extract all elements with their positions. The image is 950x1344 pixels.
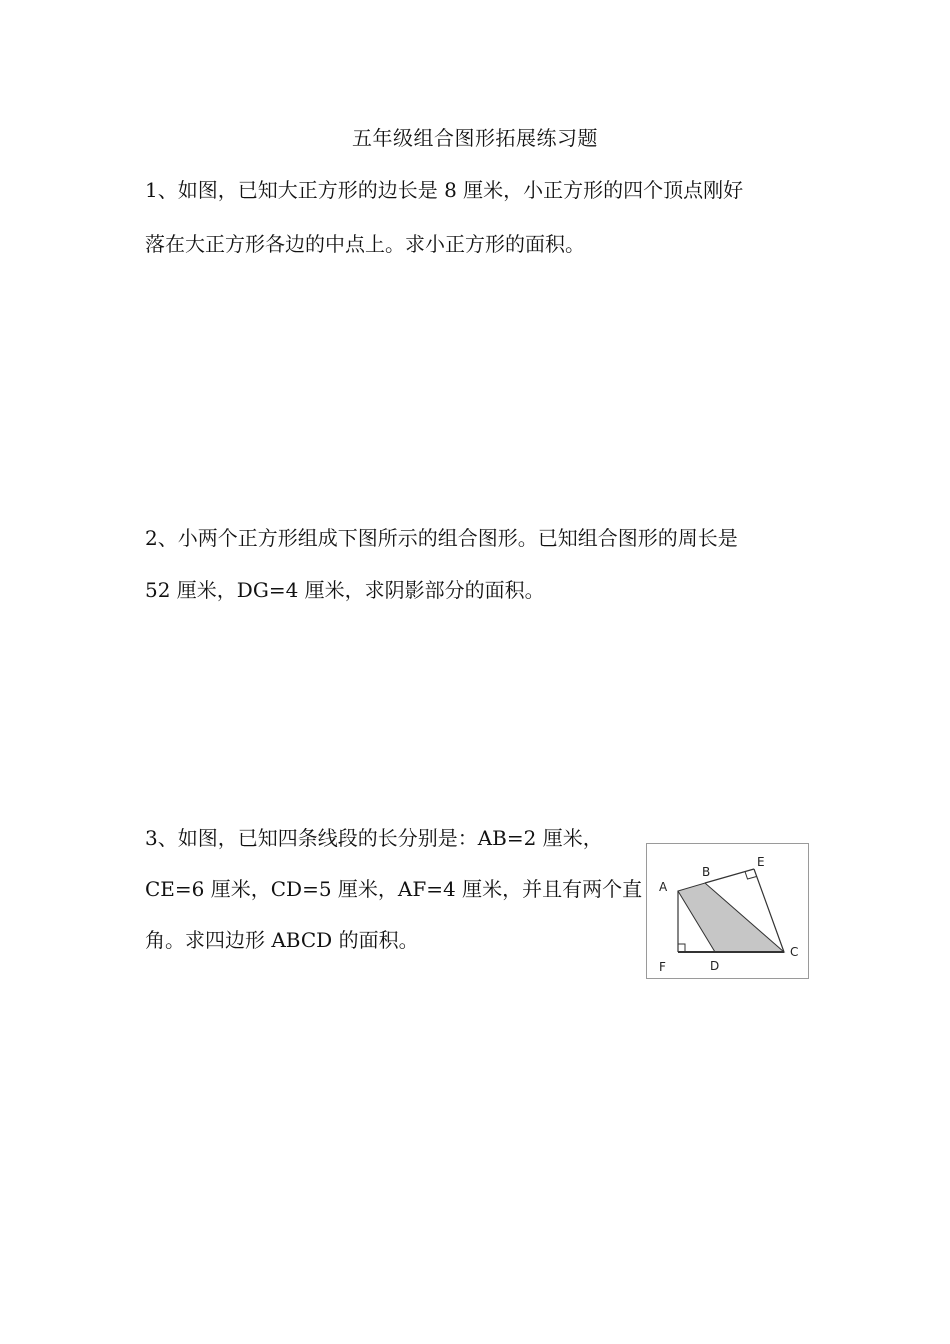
question-2-line-2: 52 厘米，DG=4 厘米，求阴影部分的面积。	[145, 578, 545, 602]
question-2-line-1: 2、小两个正方形组成下图所示的组合图形。已知组合图形的周长是	[145, 526, 738, 550]
label-a: A	[659, 880, 668, 894]
label-c: C	[790, 945, 799, 959]
question-1-line-2: 落在大正方形各边的中点上。求小正方形的面积。	[145, 232, 585, 256]
question-3-figure	[646, 843, 809, 979]
page-title: 五年级组合图形拓展练习题	[352, 126, 598, 150]
label-d: D	[710, 959, 720, 973]
label-e: E	[757, 855, 765, 869]
question-3-line-2: CE=6 厘米，CD=5 厘米，AF=4 厘米，并且有两个直	[145, 877, 643, 901]
right-angle-mark-f	[678, 944, 685, 952]
shaded-quadrilateral-abcd	[678, 883, 784, 952]
label-f: F	[659, 960, 666, 974]
label-b: B	[702, 865, 711, 879]
quadrilateral-diagram	[647, 844, 808, 978]
question-3-line-1: 3、如图，已知四条线段的长分别是：AB=2 厘米，	[145, 826, 603, 850]
question-3-line-3: 角。求四边形 ABCD 的面积。	[145, 928, 419, 952]
question-1-line-1: 1、如图，已知大正方形的边长是 8 厘米，小正方形的四个顶点刚好	[145, 178, 744, 202]
